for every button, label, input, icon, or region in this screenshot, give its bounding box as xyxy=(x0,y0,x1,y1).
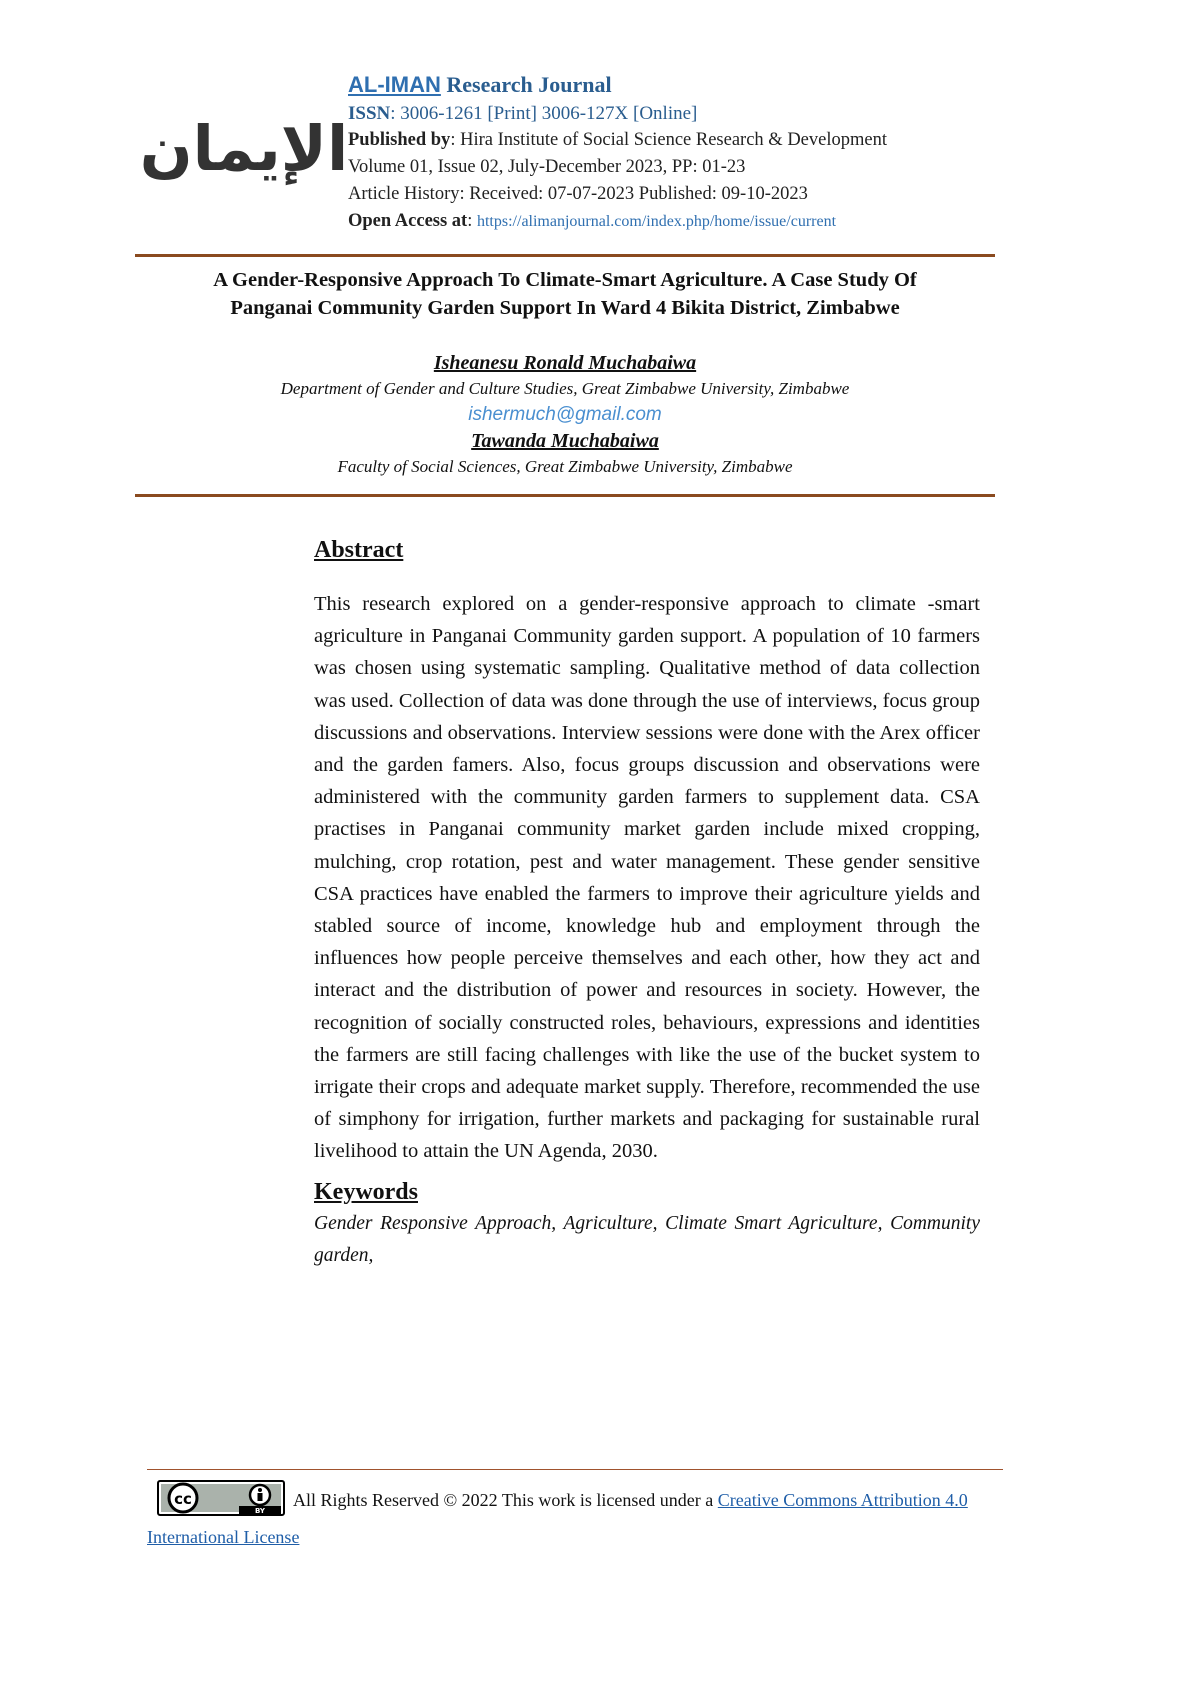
license-line-2 xyxy=(147,1524,1067,1551)
publisher-value: : Hira Institute of Social Science Research & Development xyxy=(450,130,887,150)
title-line-2: Panganai Community Garden Support In Ward 4 Bikita District, Zimbabwe xyxy=(230,297,900,319)
rights-text: All Rights Reserved © 2022 This work is licensed under a xyxy=(293,1490,714,1511)
author-name-1: Isheanesu Ronald Muchabaiwa xyxy=(433,352,697,374)
journal-brand[interactable]: AL-IMAN xyxy=(348,72,441,97)
abstract-text: This research explored on a gender-responsive approach to climate -smart agriculture in Panganai Community garden support. A population of 10 farmers was chosen using systematic sampling. Qualitative method of data collection was used. Collection of data was done through the use of interviews, focus group discussions and observations. Interview sessions were done with the Arex officer and the garden famers. Also, focus groups discussion and observations were administered with the community garden farmers to supplement data. CSA practises in Panganai community market garden include mixed cropping, mulching, crop rotation, pest and water management. These gender sensitive CSA practices have enabled the farmers to improve their agriculture yields and stabled source of income, knowledge hub and employment through the influences how people perceive themselves and each other, how they act and interact and the distribution of power and resources in society. However, the recognition of socially constructed roles, behaviours, expressions and identities the farmers are still facing challenges with like the use of the bucket system to irrigate their crops and adequate market supply. Therefore, recommended the use of simphony for irrigation, further markets and packaging for sustainable rural livelihood to attain the UN Agenda, 2030. xyxy=(314,593,980,1163)
issn-label: ISSN xyxy=(348,103,391,124)
open-access-label: Open Access at xyxy=(348,211,468,231)
author-affiliation-2: Faculty of Social Sciences, Great Zimbabwe University, Zimbabwe xyxy=(337,457,793,476)
publisher-line xyxy=(348,127,1108,154)
title-line-1: A Gender-Responsive Approach To Climate-Smart Agriculture. A Case Study Of xyxy=(213,269,917,291)
author-divider xyxy=(135,494,995,497)
author-name-2: Tawanda Muchabaiwa xyxy=(471,430,659,452)
journal-subtitle: Research Journal xyxy=(446,72,612,97)
license-link-2[interactable]: International License xyxy=(147,1527,300,1547)
issn-value: : 3006-1261 [Print] 3006-127X [Online] xyxy=(390,103,698,124)
logo-calligraphy: الإيمان xyxy=(139,112,349,185)
journal-header xyxy=(348,70,1108,235)
header-divider xyxy=(135,254,995,257)
author-affiliation-1: Department of Gender and Culture Studies, Great Zimbabwe University, Zimbabwe xyxy=(280,379,850,398)
footer-divider xyxy=(147,1469,1003,1470)
journal-logo xyxy=(139,100,349,200)
cc-icon: cc xyxy=(174,1490,192,1508)
issn-line xyxy=(348,100,1108,127)
author-email-1[interactable]: ishermuch@gmail.com xyxy=(468,404,662,425)
by-icon: BY xyxy=(254,1507,266,1515)
cc-by-badge[interactable] xyxy=(157,1480,285,1524)
keywords-heading: Keywords xyxy=(314,1178,418,1205)
open-access-link[interactable]: https://alimanjournal.com/index.php/home/issue/current xyxy=(476,213,837,230)
publisher-label: Published by xyxy=(348,130,451,150)
journal-title xyxy=(348,70,1108,100)
open-access-line xyxy=(348,208,1108,235)
volume-line: Volume 01, Issue 02, July-December 2023, PP: 01-23 xyxy=(348,157,746,177)
keywords-text: Gender Responsive Approach, Agriculture, Climate Smart Agriculture, Community garden, xyxy=(314,1212,980,1266)
abstract-section xyxy=(314,534,980,1272)
license-footer xyxy=(147,1480,1067,1551)
license-link-1[interactable]: Creative Commons Attribution 4.0 xyxy=(717,1490,968,1511)
history-line: Article History: Received: 07-07-2023 Published: 09-10-2023 xyxy=(348,184,808,204)
author-block xyxy=(135,350,995,479)
open-access-sep: : xyxy=(467,211,477,231)
article-title xyxy=(135,266,995,322)
abstract-heading: Abstract xyxy=(314,537,404,563)
